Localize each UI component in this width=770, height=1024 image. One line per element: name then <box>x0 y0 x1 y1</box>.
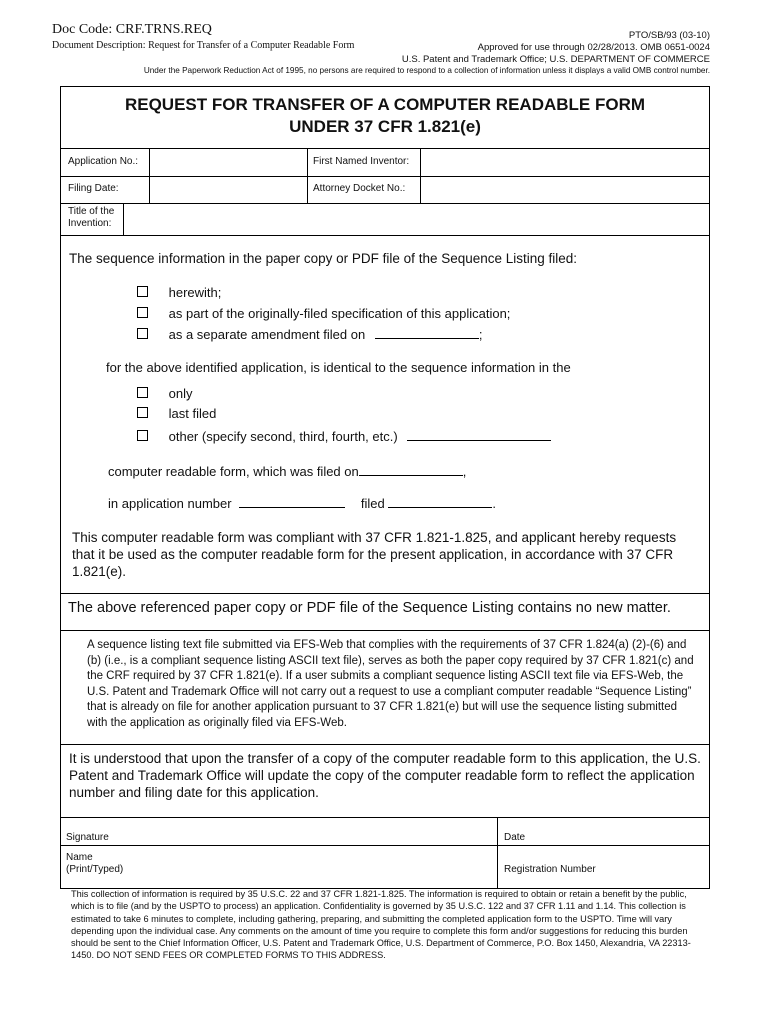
originally-filed-checkbox[interactable] <box>137 307 148 318</box>
date-label: Date <box>504 832 526 843</box>
crf-filed-date-field[interactable] <box>359 463 463 476</box>
option-separate-amendment: as a separate amendment filed on ; <box>137 326 482 343</box>
application-no-field[interactable] <box>151 150 305 175</box>
agency-notice: U.S. Patent and Trademark Office; U.S. DEPARTMENT OF COMMERCE <box>401 54 710 65</box>
herewith-checkbox[interactable] <box>137 286 148 297</box>
title-of-invention-field[interactable] <box>125 205 707 234</box>
crf-filed-on: computer readable form, which was filed on , <box>108 464 467 479</box>
burden-statement: This collection of information is required by 35 U.S.C. 22 and 37 CFR 1.821-1.825. The information is required to obtain or retain a benefit by the public, which is to file (and by the USPTO to process) an application. Confidentiality is governed by 35 U.S.C. 122 and 37 CFR 1.11 and 1.14. This collection is estimated to take 6 minutes to complete, including gathering, preparing, and submitting the completed application form to the USPTO. Time will vary depending upon the individual case. Any comments on the amount of time you require to complete this form and/or suggestions for reducing this burden should be sent to the Chief Information Officer, U.S. Patent and Trademark Office, U.S. Department of Commerce, P.O. Box 1450, Alexandria, VA 22313-1450. DO NOT SEND FEES OR COMPLETED FORMS TO THIS ADDRESS. <box>71 889 691 961</box>
signature-label: Signature <box>66 832 109 843</box>
title-of-invention-label: Title of the Invention: <box>68 206 115 229</box>
amendment-date-field[interactable] <box>375 326 479 339</box>
understood-text: It is understood that upon the transfer of a copy of the computer readable form to this application, the U.S. Patent and Trademark Office will update the copy of the computer readable form to reflect the application number and filing date for this application. <box>69 751 701 800</box>
sequence-intro: The sequence information in the paper copy or PDF file of the Sequence Listing filed: <box>69 251 578 266</box>
option-only: only <box>137 385 192 402</box>
in-application-number: in application number filed . <box>108 496 496 511</box>
filing-date-field[interactable] <box>151 178 305 202</box>
application-number-field[interactable] <box>239 495 345 508</box>
no-new-matter: The above referenced paper copy or PDF file of the Sequence Listing contains no new matter. <box>68 600 671 616</box>
identical-text: for the above identified application, is identical to the sequence information in the <box>106 360 571 375</box>
compliant-text: This computer readable form was compliant with 37 CFR 1.821-1.825, and applicant hereby requests that it be used as the computer readable form for the present application, in accordance with 37 CFR 1.821(e). <box>72 530 677 579</box>
first-named-inventor-field[interactable] <box>422 150 707 175</box>
doc-description: Document Description: Request for Transfer of a Computer Readable Form <box>52 40 355 51</box>
option-herewith: herewith; <box>137 284 221 301</box>
application-no-label: Application No.: <box>68 156 139 167</box>
efs-web-text: A sequence listing text file submitted via EFS-Web that complies with the requirements of 37 CFR 1.824(a) (2)-(6) and (b) (i.e., is a compliant sequence listing ASCII text file), serves as both the paper copy required by 37 CFR 1.821(c) and the CRF required by 37 CFR 1.821(e). If a user submits a compliant sequence listing ASCII text file via EFS-Web, the U.S. Patent and Trademark Office will not carry out a request to use a compliant computer readable “Sequence Listing” that is already on file for another application pursuant to 37 CFR 1.821(e) but will use the sequence listing submitted with the application as originally filed via EFS-Web. <box>87 639 694 729</box>
filing-date-label: Filing Date: <box>68 183 119 194</box>
form-title: REQUEST FOR TRANSFER OF A COMPUTER READABLE FORM UNDER 37 CFR 1.821(e) <box>124 95 646 136</box>
approval-notice: Approved for use through 02/28/2013. OMB 0651-0024 <box>477 42 710 53</box>
signature-field[interactable] <box>63 818 495 844</box>
attorney-docket-field[interactable] <box>422 178 707 202</box>
form-container <box>60 86 710 889</box>
paperwork-notice: Under the Paperwork Reduction Act of 1995, no persons are required to respond to a collection of information unless it displays a valid OMB control number. <box>143 66 710 75</box>
doc-code: Doc Code: CRF.TRNS.REQ <box>52 22 212 37</box>
first-named-inventor-label: First Named Inventor: <box>313 156 410 167</box>
separate-amendment-checkbox[interactable] <box>137 328 148 339</box>
option-last-filed: last filed <box>137 405 216 422</box>
name-field[interactable] <box>63 846 495 888</box>
filed-date-field[interactable] <box>388 495 492 508</box>
other-checkbox[interactable] <box>137 430 148 441</box>
form-number: PTO/SB/93 (03-10) <box>628 30 710 41</box>
other-specify-field[interactable] <box>407 428 551 441</box>
only-checkbox[interactable] <box>137 387 148 398</box>
option-originally-filed: as part of the originally-filed specification of this application; <box>137 305 510 322</box>
date-field[interactable] <box>499 818 707 844</box>
name-label: Name (Print/Typed) <box>66 852 124 875</box>
registration-number-field[interactable] <box>499 846 707 888</box>
attorney-docket-label: Attorney Docket No.: <box>313 183 406 194</box>
option-other: other (specify second, third, fourth, etc.) <box>137 428 551 445</box>
last-filed-checkbox[interactable] <box>137 407 148 418</box>
registration-number-label: Registration Number <box>504 864 596 875</box>
